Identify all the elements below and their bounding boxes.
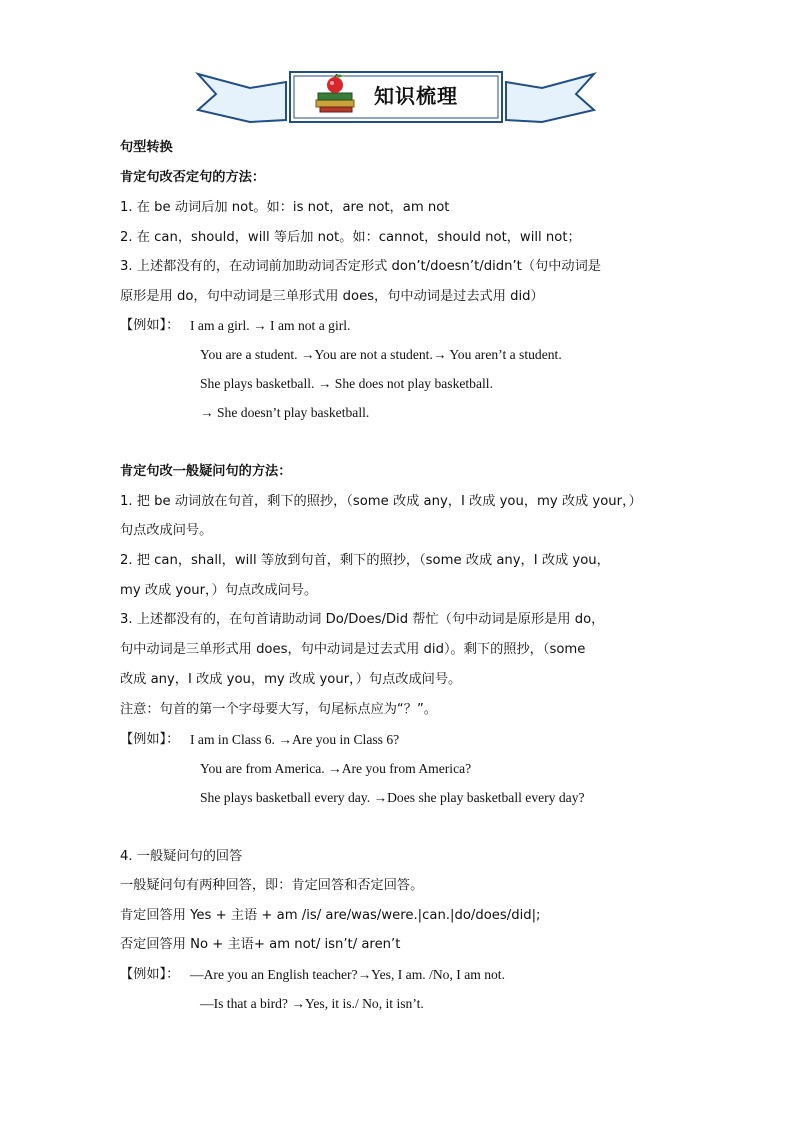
- example-label: 【例如】：: [120, 732, 180, 747]
- text-line: 否定回答用 No + 主语+ am not/ isn’t/ aren’t: [120, 937, 401, 952]
- rule-line: 1. 在 be 动词后加 not。如：is not，are not，am not: [120, 200, 450, 215]
- note-line: 注意：句首的第一个字母要大写，句尾标点应为“？”。: [120, 702, 437, 717]
- example-line: You are from America. →Are you from America?: [200, 761, 472, 776]
- example-line: She plays basketball. → She does not play basketball.: [200, 376, 493, 391]
- example-line: She plays basketball every day. →Does she play basketball every day?: [200, 790, 585, 805]
- rule-line: 3. 上述都没有的，在句首请助动词 Do/Does/Did 帮忙（句中动词是原形是用 do，: [120, 612, 605, 627]
- rule-line: my 改成 your，）句点改成问号。: [120, 583, 318, 598]
- section-title: 4. 一般疑问句的回答: [120, 849, 243, 864]
- rule-line: 2. 在 can，should，will 等后加 not。如：cannot，should not，will not；: [120, 230, 581, 245]
- apple-books-icon: [312, 74, 358, 114]
- example-line: —Are you an English teacher?→Yes, I am. /No, I am not.: [190, 967, 505, 982]
- rule-line: 3. 上述都没有的，在动词前加助动词否定形式 don’t/doesn’t/didn’t（句中动词是: [120, 259, 601, 274]
- rule-line: 句点改成问号。: [120, 523, 213, 538]
- example-line: → She doesn’t play basketball.: [200, 405, 370, 420]
- section-title: 句型转换: [120, 140, 173, 155]
- text-line: 肯定回答用 Yes + 主语 + am /is/ are/was/were.|can.|do/does/did|;: [120, 908, 541, 923]
- rule-line: 1. 把 be 动词放在句首，剩下的照抄，（some 改成 any，I 改成 you，my 改成 your，）: [120, 494, 642, 509]
- example-label: 【例如】：: [120, 967, 180, 982]
- example-line: You are a student. →You are not a student.→ You aren’t a student.: [200, 347, 562, 362]
- example-line: —Is that a bird? →Yes, it is./ No, it isn’t.: [200, 996, 424, 1011]
- text-line: 一般疑问句有两种回答，即：肯定回答和否定回答。: [120, 878, 424, 893]
- example-line: I am in Class 6. →Are you in Class 6?: [190, 732, 400, 747]
- rule-line: 2. 把 can，shall，will 等放到句首，剩下的照抄，（some 改成 any，I 改成 you，: [120, 553, 610, 568]
- rule-line: 改成 any，I 改成 you，my 改成 your，）句点改成问号。: [120, 672, 462, 687]
- rule-line: 原形是用 do，句中动词是三单形式用 does，句中动词是过去式用 did）: [120, 289, 544, 304]
- section-subtitle: 肯定句改一般疑问句的方法：: [120, 464, 292, 479]
- example-label: 【例如】：: [120, 318, 180, 333]
- example-line: I am a girl. → I am not a girl.: [190, 318, 351, 333]
- rule-line: 句中动词是三单形式用 does，句中动词是过去式用 did）。剩下的照抄，（some: [120, 642, 586, 657]
- banner-title: 知识梳理: [374, 84, 458, 108]
- section-subtitle: 肯定句改否定句的方法：: [120, 170, 266, 185]
